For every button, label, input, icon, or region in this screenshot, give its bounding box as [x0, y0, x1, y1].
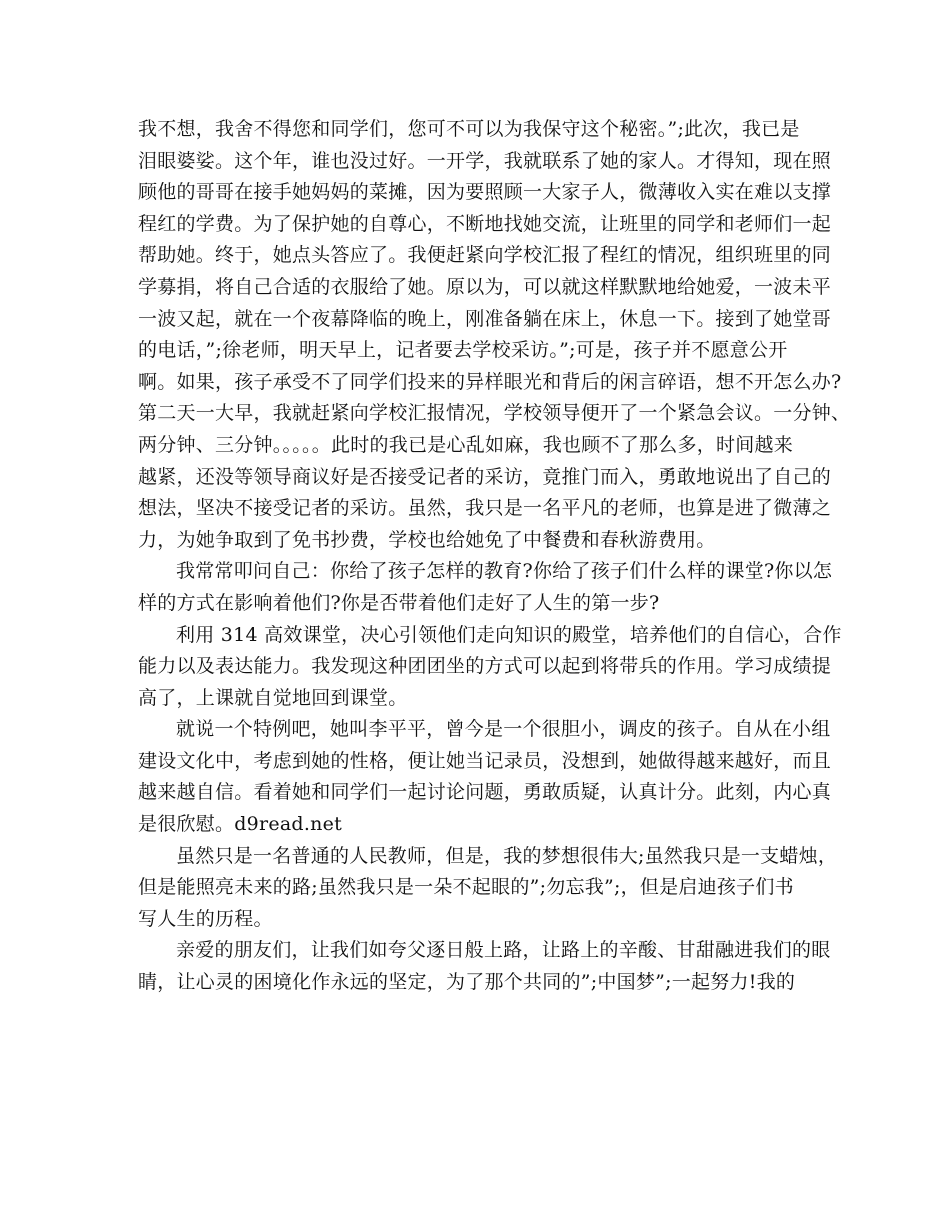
text-line: 的电话，”;徐老师，明天早上，记者要去学校采访。”;可是，孩子并不愿意公开 — [138, 339, 788, 362]
text-line: 力，为她争取到了免书抄费，学校也给她免了中餐费和春秋游费用。 — [138, 528, 716, 551]
text-line: 顾他的哥哥在接手她妈妈的菜摊，因为要照顾一大家子人，微薄收入实在难以支撑 — [138, 181, 832, 204]
text-line: 能力以及表达能力。我发现这种团团坐的方式可以起到将带兵的作用。学习成绩提 — [138, 655, 832, 678]
text-line: 帮助她。终于，她点头答应了。我便赶紧向学校汇报了程红的情况，组织班里的同 — [138, 244, 832, 267]
text-line: 但是能照亮未来的路;虽然我只是一朵不起眼的”;勿忘我”;，但是启迪孩子们书 — [138, 876, 794, 899]
paragraph-6 — [138, 935, 831, 998]
text-line: 越紧，还没等领导商议好是否接受记者的采访，竟推门而入，勇敢地说出了自己的 — [138, 465, 832, 488]
document-body — [138, 114, 851, 999]
paragraph-3 — [138, 620, 842, 715]
text-line: 利用 314 高效课堂，决心引领他们走向知识的殿堂，培养他们的自信心，合作 — [176, 623, 842, 646]
text-line: 我常常叩问自己：你给了孩子怎样的教育?你给了孩子们什么样的课堂?你以怎 — [176, 560, 833, 583]
text-line: 啊。如果，孩子承受不了同学们投来的异样眼光和背后的闲言碎语，想不开怎么办? — [138, 370, 842, 393]
text-line: 建设文化中，考虑到她的性格，便让她当记录员，没想到，她做得越来越好，而且 — [138, 749, 832, 772]
text-line: 泪眼婆娑。这个年，谁也没过好。一开学，我就联系了她的家人。才得知，现在照 — [138, 149, 832, 172]
text-line: 是很欣慰。d9read.net — [138, 813, 342, 836]
text-line: 睛，让心灵的困境化作永远的坚定，为了那个共同的”;中国梦”;一起努力!我的 — [138, 971, 796, 994]
text-line: 想法，坚决不接受记者的采访。虽然，我只是一名平凡的老师，也算是进了微薄之 — [138, 497, 832, 520]
text-line: 亲爱的朋友们，让我们如夸父逐日般上路，让路上的辛酸、甘甜融进我们的眼 — [176, 939, 831, 962]
paragraph-1 — [138, 114, 851, 556]
paragraph-5 — [138, 841, 838, 936]
text-line: 两分钟、三分钟。。。。。此时的我已是心乱如麻，我也顾不了那么多，时间越来 — [138, 433, 794, 456]
text-line: 虽然只是一名普通的人民教师，但是，我的梦想很伟大;虽然我只是一支蜡烛， — [176, 844, 838, 867]
text-line: 样的方式在影响着他们?你是否带着他们走好了人生的第一步? — [138, 591, 660, 614]
text-line: 高了，上课就自觉地回到课堂。 — [138, 686, 408, 709]
text-line: 越来越自信。看着她和同学们一起讨论问题，勇敢质疑，认真计分。此刻，内心真 — [138, 781, 832, 804]
paragraph-4 — [138, 714, 832, 840]
text-line: 写人生的历程。 — [138, 907, 273, 930]
text-line: 我不想，我舍不得您和同学们，您可不可以为我保守这个秘密。”;此次，我已是 — [138, 118, 800, 140]
text-line: 就说一个特例吧，她叫李平平，曾今是一个很胆小，调皮的孩子。自从在小组 — [176, 718, 831, 741]
text-line: 程红的学费。为了保护她的自尊心，不断地找她交流，让班里的同学和老师们一起 — [138, 212, 832, 235]
paragraph-2 — [138, 556, 833, 619]
text-line: 学募捐，将自己合适的衣服给了她。原以为，可以就这样默默地给她爱，一波未平 — [138, 275, 832, 298]
text-line: 一波又起，就在一个夜幕降临的晚上，刚准备躺在床上，休息一下。接到了她堂哥 — [138, 307, 832, 330]
text-line: 第二天一大早，我就赶紧向学校汇报情况，学校领导便开了一个紧急会议。一分钟、 — [138, 402, 851, 425]
